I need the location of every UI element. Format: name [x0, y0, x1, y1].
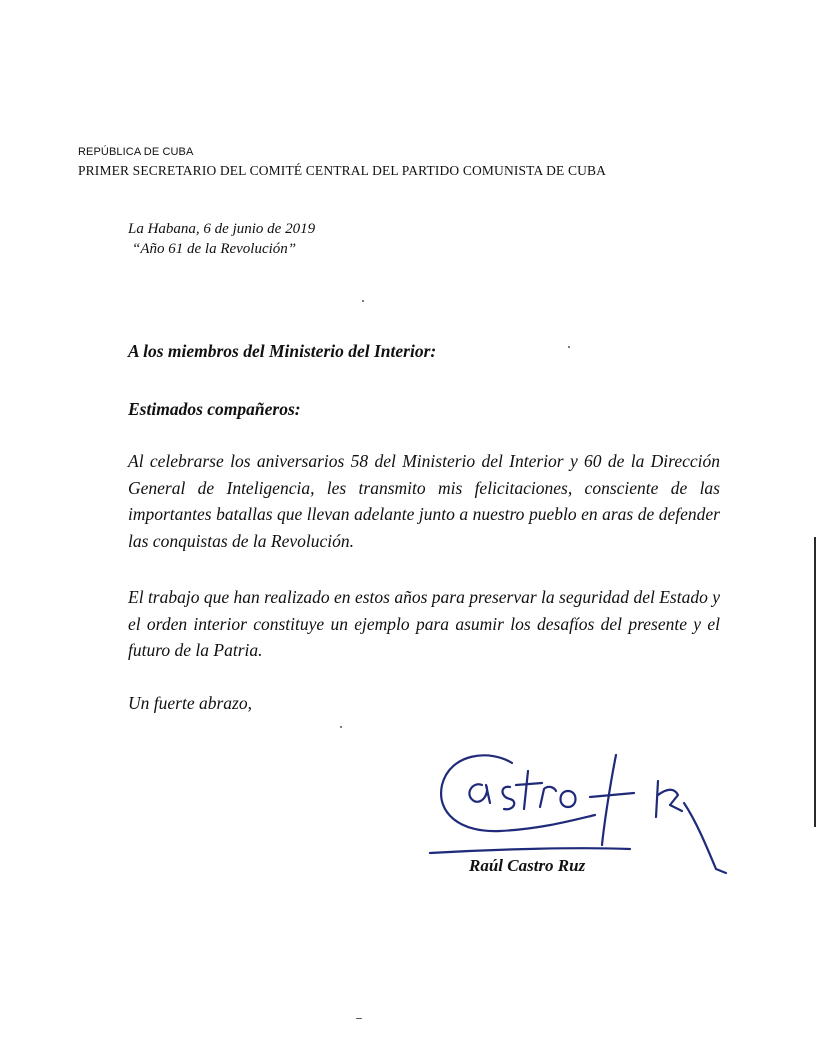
letter-paragraph: Al celebrarse los aniversarios 58 del Ministerio del Interior y 60 de la Dirección General de Inteligencia, les transmito mis felicitaciones, consciente de las importantes batallas que llevan adelante junto a nuestro pueblo en aras de defender las conquistas de la Revolución.: [128, 451, 720, 551]
scan-speck: [568, 346, 570, 348]
letter-greeting: Estimados compañeros:: [128, 399, 301, 419]
letter-paragraph: El trabajo que han realizado en estos años para preservar la seguridad del Estado y el orden interior constituye un ejemplo para asumir los desafíos del presente y el futuro de la Patria.: [128, 587, 720, 660]
letter-closing: Un fuerte abrazo,: [128, 693, 252, 713]
scan-speck: [362, 300, 364, 302]
letter-date: La Habana, 6 de junio de 2019: [128, 221, 316, 237]
year-motto: “Año 61 de la Revolución”: [132, 241, 297, 257]
signatory-name: Raúl Castro Ruz: [469, 856, 586, 875]
scan-speck: [356, 1018, 362, 1019]
letter-recipient: A los miembros del Ministerio del Interior:: [128, 341, 437, 361]
letterhead-office: PRIMER SECRETARIO DEL COMITÉ CENTRAL DEL PARTIDO COMUNISTA DE CUBA: [78, 163, 607, 178]
letterhead-republic: REPÚBLICA DE CUBA: [78, 146, 194, 158]
scan-speck: [340, 726, 342, 728]
